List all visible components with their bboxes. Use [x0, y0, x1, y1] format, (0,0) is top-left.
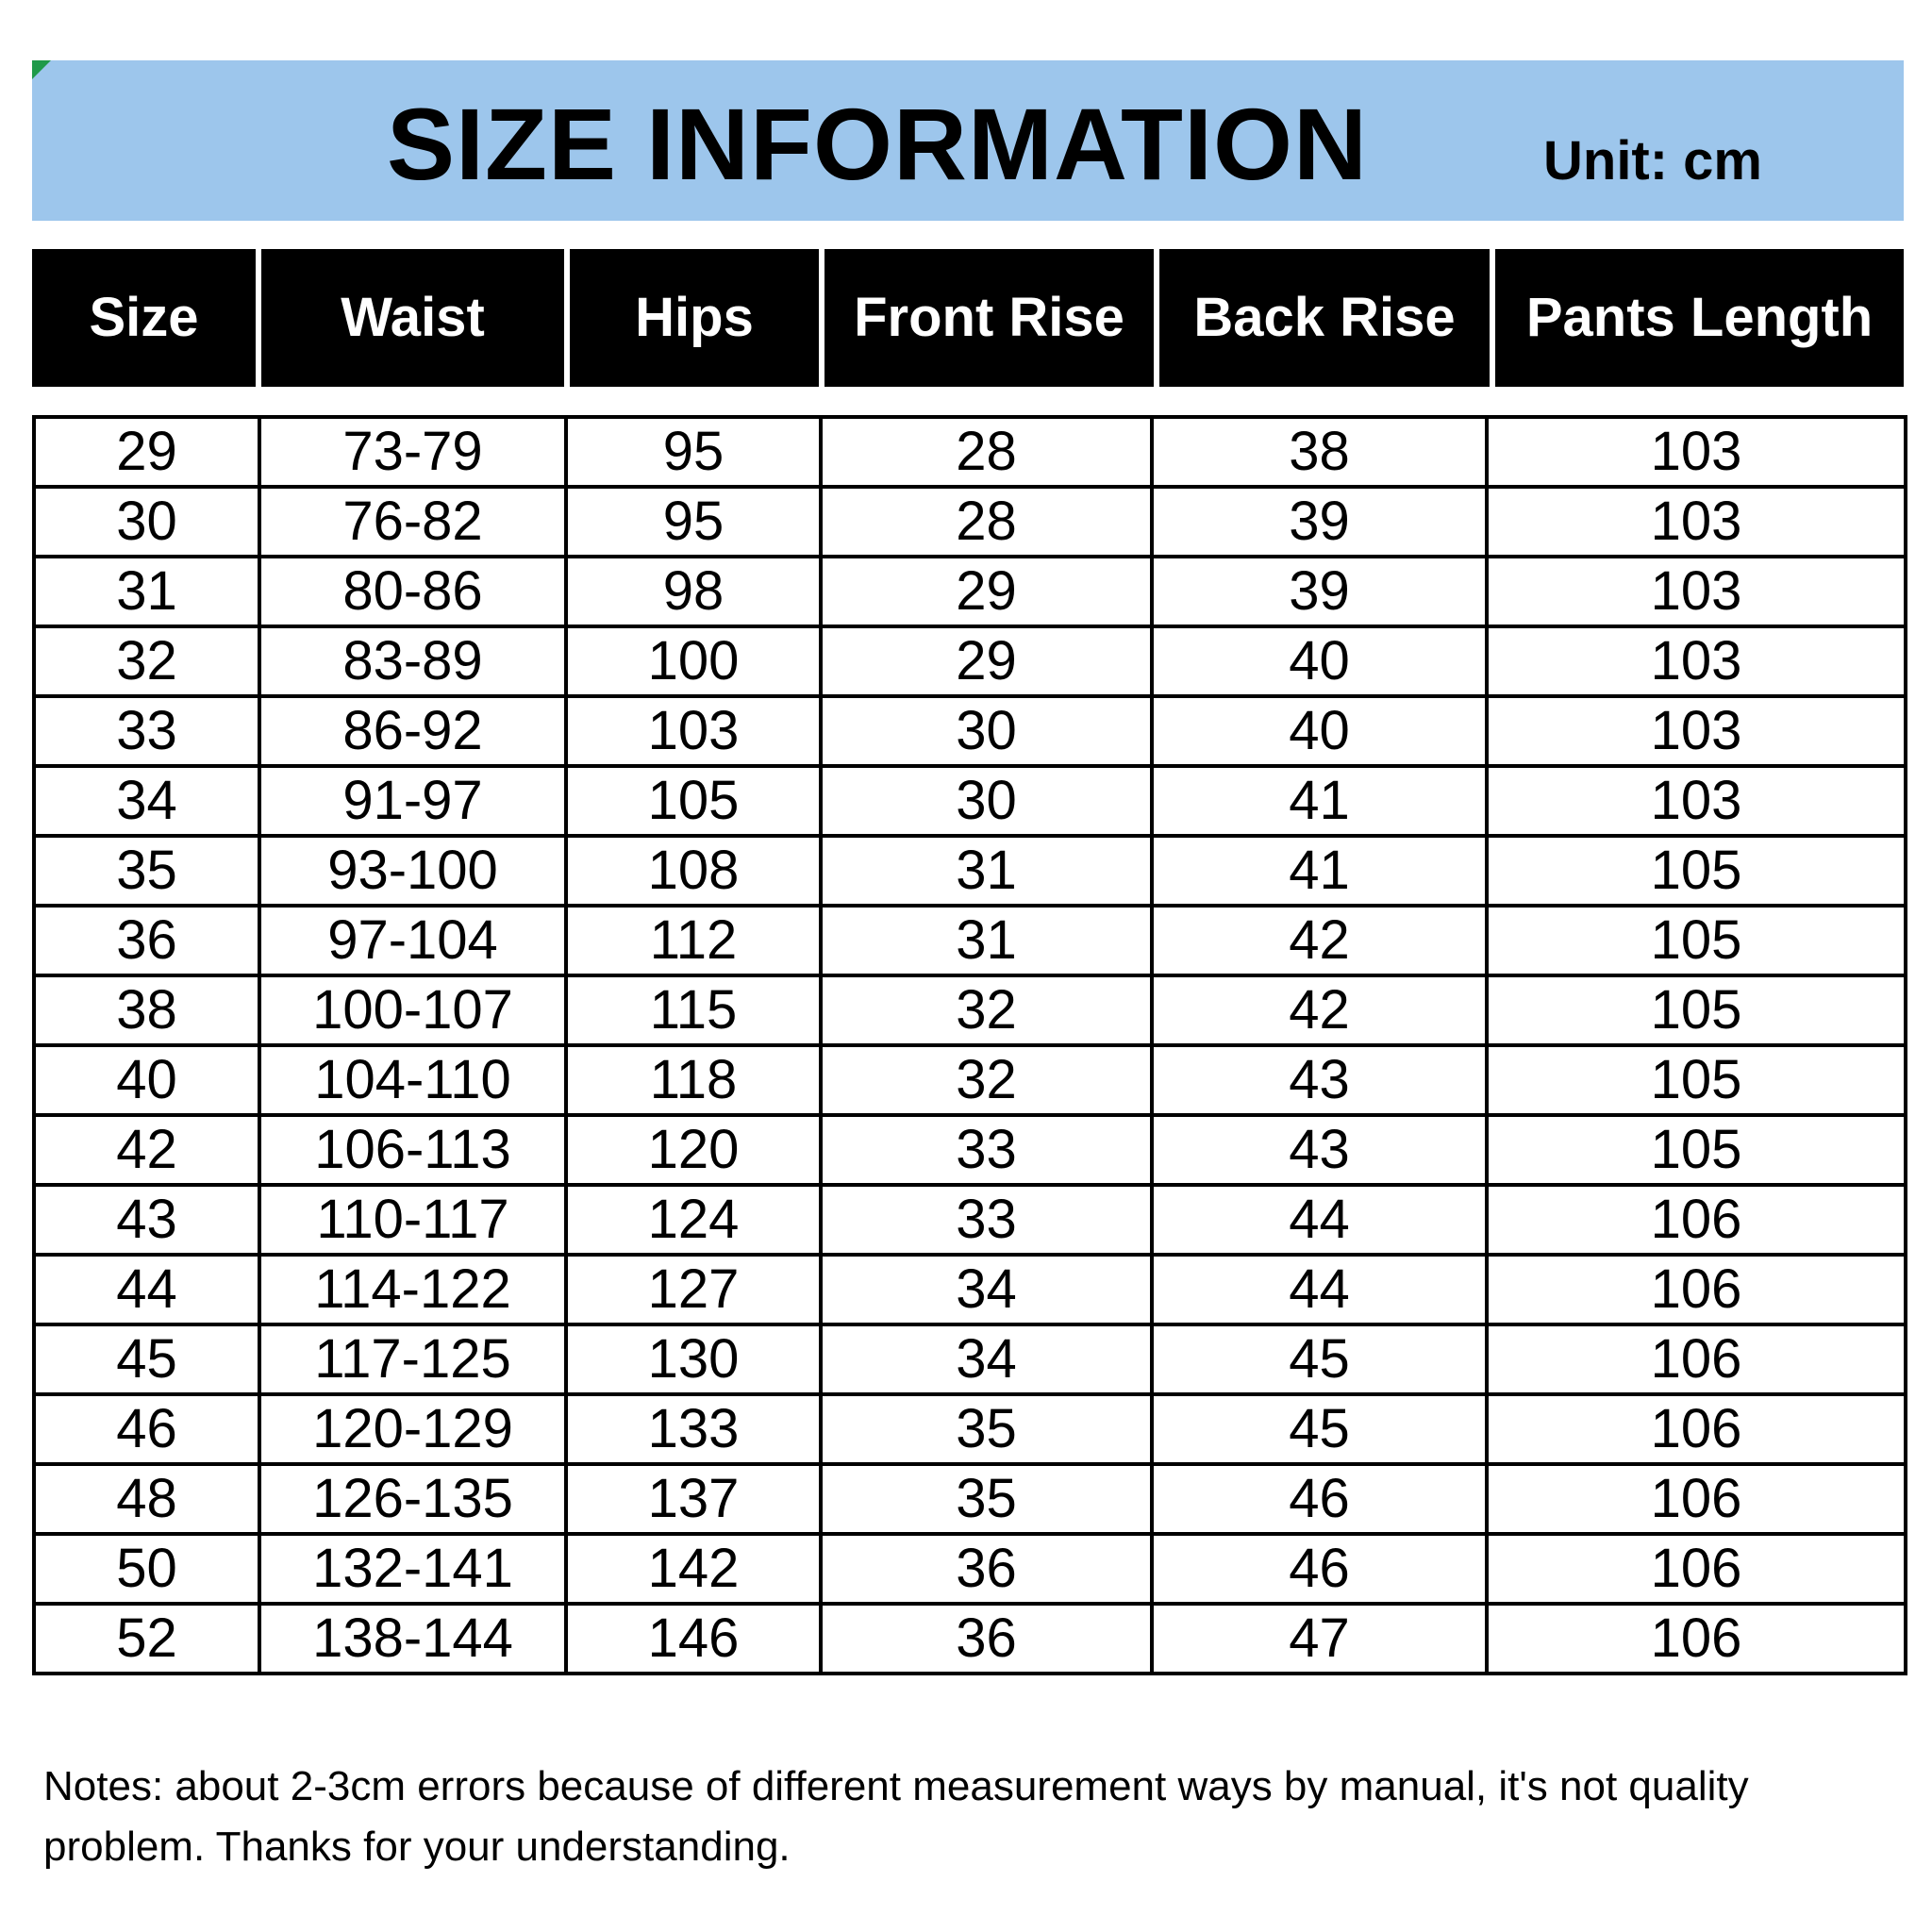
cell-size: 42	[34, 1115, 259, 1185]
cell-waist: 114-122	[259, 1255, 566, 1324]
cell-waist: 132-141	[259, 1534, 566, 1604]
table-header	[32, 249, 1904, 387]
cell-hips: 100	[566, 626, 821, 696]
cell-hips: 112	[566, 906, 821, 975]
cell-hips: 142	[566, 1534, 821, 1604]
cell-hips: 120	[566, 1115, 821, 1185]
cell-front-rise: 32	[821, 975, 1152, 1045]
cell-hips: 124	[566, 1185, 821, 1255]
cell-size: 29	[34, 417, 259, 487]
cell-front-rise: 32	[821, 1045, 1152, 1115]
cell-waist: 126-135	[259, 1464, 566, 1534]
cell-waist: 104-110	[259, 1045, 566, 1115]
cell-pants-length: 106	[1487, 1394, 1906, 1464]
table-row	[34, 696, 1906, 766]
cell-size: 34	[34, 766, 259, 836]
cell-hips: 115	[566, 975, 821, 1045]
cell-size: 45	[34, 1324, 259, 1394]
size-table	[32, 415, 1907, 1675]
cell-pants-length: 106	[1487, 1324, 1906, 1394]
header-hips: Hips	[570, 249, 819, 387]
cell-pants-length: 103	[1487, 766, 1906, 836]
cell-back-rise: 45	[1152, 1324, 1487, 1394]
size-table-body	[34, 417, 1906, 1674]
cell-back-rise: 44	[1152, 1255, 1487, 1324]
cell-hips: 127	[566, 1255, 821, 1324]
cell-waist: 76-82	[259, 487, 566, 557]
cell-hips: 118	[566, 1045, 821, 1115]
cell-front-rise: 33	[821, 1185, 1152, 1255]
table-row	[34, 975, 1906, 1045]
cell-waist: 117-125	[259, 1324, 566, 1394]
cell-size: 40	[34, 1045, 259, 1115]
cell-hips: 95	[566, 487, 821, 557]
cell-waist: 80-86	[259, 557, 566, 626]
cell-waist: 106-113	[259, 1115, 566, 1185]
corner-mark	[32, 60, 51, 79]
table-row	[34, 836, 1906, 906]
cell-front-rise: 30	[821, 696, 1152, 766]
page-title: SIZE INFORMATION	[387, 87, 1368, 201]
cell-back-rise: 43	[1152, 1115, 1487, 1185]
cell-hips: 146	[566, 1604, 821, 1674]
table-row	[34, 1324, 1906, 1394]
table-row	[34, 1115, 1906, 1185]
cell-back-rise: 43	[1152, 1045, 1487, 1115]
table-row	[34, 1255, 1906, 1324]
cell-size: 44	[34, 1255, 259, 1324]
cell-back-rise: 44	[1152, 1185, 1487, 1255]
table-row	[34, 766, 1906, 836]
cell-front-rise: 35	[821, 1394, 1152, 1464]
cell-size: 30	[34, 487, 259, 557]
cell-pants-length: 106	[1487, 1534, 1906, 1604]
cell-front-rise: 28	[821, 417, 1152, 487]
table-row	[34, 1534, 1906, 1604]
table-row	[34, 557, 1906, 626]
cell-pants-length: 103	[1487, 626, 1906, 696]
cell-hips: 98	[566, 557, 821, 626]
cell-waist: 86-92	[259, 696, 566, 766]
table-row	[34, 1394, 1906, 1464]
cell-back-rise: 41	[1152, 836, 1487, 906]
cell-waist: 93-100	[259, 836, 566, 906]
cell-waist: 73-79	[259, 417, 566, 487]
cell-front-rise: 36	[821, 1534, 1152, 1604]
cell-pants-length: 103	[1487, 487, 1906, 557]
notes-text: Notes: about 2-3cm errors because of different measurement ways by manual, it's not quality problem. Thanks for your understanding.	[43, 1763, 1749, 1870]
cell-pants-length: 106	[1487, 1464, 1906, 1534]
cell-pants-length: 106	[1487, 1185, 1906, 1255]
table-row	[34, 1464, 1906, 1534]
table-row	[34, 1604, 1906, 1674]
cell-size: 48	[34, 1464, 259, 1534]
table-row	[34, 417, 1906, 487]
cell-size: 36	[34, 906, 259, 975]
header-front-rise: Front Rise	[824, 249, 1154, 387]
cell-pants-length: 105	[1487, 1115, 1906, 1185]
cell-back-rise: 46	[1152, 1534, 1487, 1604]
unit-label: Unit: cm	[1543, 130, 1762, 192]
cell-hips: 130	[566, 1324, 821, 1394]
cell-size: 50	[34, 1534, 259, 1604]
cell-hips: 95	[566, 417, 821, 487]
cell-back-rise: 42	[1152, 975, 1487, 1045]
header-back-rise: Back Rise	[1159, 249, 1490, 387]
cell-hips: 133	[566, 1394, 821, 1464]
cell-waist: 120-129	[259, 1394, 566, 1464]
table-row	[34, 487, 1906, 557]
cell-front-rise: 35	[821, 1464, 1152, 1534]
cell-pants-length: 106	[1487, 1604, 1906, 1674]
cell-front-rise: 34	[821, 1324, 1152, 1394]
cell-back-rise: 38	[1152, 417, 1487, 487]
cell-back-rise: 39	[1152, 557, 1487, 626]
cell-size: 52	[34, 1604, 259, 1674]
cell-back-rise: 47	[1152, 1604, 1487, 1674]
cell-size: 31	[34, 557, 259, 626]
cell-back-rise: 46	[1152, 1464, 1487, 1534]
cell-back-rise: 42	[1152, 906, 1487, 975]
cell-pants-length: 103	[1487, 417, 1906, 487]
cell-pants-length: 105	[1487, 906, 1906, 975]
cell-hips: 108	[566, 836, 821, 906]
header-pants-length: Pants Length	[1495, 249, 1904, 387]
header-size: Size	[32, 249, 256, 387]
cell-size: 33	[34, 696, 259, 766]
cell-size: 43	[34, 1185, 259, 1255]
cell-size: 46	[34, 1394, 259, 1464]
cell-hips: 105	[566, 766, 821, 836]
cell-front-rise: 31	[821, 906, 1152, 975]
cell-waist: 97-104	[259, 906, 566, 975]
cell-front-rise: 30	[821, 766, 1152, 836]
cell-size: 35	[34, 836, 259, 906]
cell-front-rise: 31	[821, 836, 1152, 906]
cell-hips: 103	[566, 696, 821, 766]
cell-waist: 100-107	[259, 975, 566, 1045]
cell-waist: 110-117	[259, 1185, 566, 1255]
cell-front-rise: 29	[821, 626, 1152, 696]
cell-back-rise: 40	[1152, 696, 1487, 766]
cell-front-rise: 34	[821, 1255, 1152, 1324]
cell-pants-length: 105	[1487, 1045, 1906, 1115]
cell-pants-length: 105	[1487, 975, 1906, 1045]
cell-front-rise: 33	[821, 1115, 1152, 1185]
cell-back-rise: 40	[1152, 626, 1487, 696]
cell-pants-length: 103	[1487, 696, 1906, 766]
table-row	[34, 906, 1906, 975]
cell-back-rise: 39	[1152, 487, 1487, 557]
cell-waist: 83-89	[259, 626, 566, 696]
cell-back-rise: 45	[1152, 1394, 1487, 1464]
cell-front-rise: 29	[821, 557, 1152, 626]
cell-hips: 137	[566, 1464, 821, 1534]
cell-size: 32	[34, 626, 259, 696]
cell-size: 38	[34, 975, 259, 1045]
cell-front-rise: 28	[821, 487, 1152, 557]
table-row	[34, 1185, 1906, 1255]
header-waist: Waist	[261, 249, 564, 387]
table-row	[34, 626, 1906, 696]
cell-waist: 91-97	[259, 766, 566, 836]
cell-pants-length: 103	[1487, 557, 1906, 626]
cell-pants-length: 106	[1487, 1255, 1906, 1324]
cell-pants-length: 105	[1487, 836, 1906, 906]
cell-back-rise: 41	[1152, 766, 1487, 836]
cell-waist: 138-144	[259, 1604, 566, 1674]
cell-front-rise: 36	[821, 1604, 1152, 1674]
table-row	[34, 1045, 1906, 1115]
